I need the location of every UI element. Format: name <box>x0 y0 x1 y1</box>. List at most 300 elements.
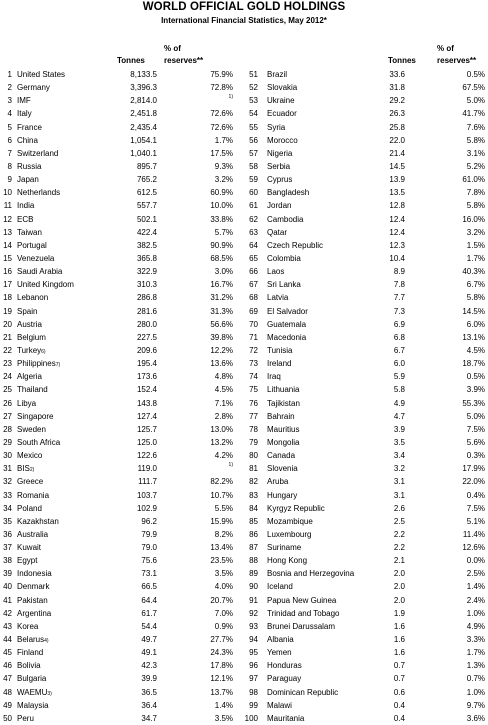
country-cell <box>267 594 336 607</box>
rank-cell: 76 <box>249 398 258 408</box>
rank-cell: 69 <box>249 306 258 316</box>
tonnes-cell: 2,435.4 <box>130 122 157 132</box>
percent-cell: 72.8% <box>210 83 233 93</box>
country-name: Libya <box>17 398 37 408</box>
rank-cell: 86 <box>249 529 258 539</box>
country-name: WAEMU <box>17 687 48 697</box>
percent-cell: 1.3% <box>466 661 485 671</box>
percent-cell: 3.2% <box>466 227 485 237</box>
percent-cell: 7.6% <box>466 122 485 132</box>
rank-cell: 36 <box>3 529 12 539</box>
country-name: Ireland <box>267 359 292 369</box>
percent-cell: 13.0% <box>210 424 233 434</box>
tonnes-cell: 2,451.8 <box>130 109 157 119</box>
country-name: France <box>17 122 42 132</box>
rank-cell: 99 <box>249 700 258 710</box>
country-name: Cyprus <box>267 175 293 185</box>
country-cell <box>267 633 294 646</box>
table-row <box>0 515 240 528</box>
country-cell <box>267 541 301 554</box>
percent-cell: 8.2% <box>214 529 233 539</box>
rank-cell: 74 <box>249 372 258 382</box>
rank-cell: 11 <box>3 201 12 211</box>
rank-cell: 9 <box>7 175 12 185</box>
rank-cell: 87 <box>249 543 258 553</box>
rank-cell: 94 <box>249 635 258 645</box>
table-row <box>0 291 240 304</box>
footnote-marker: 3) <box>47 690 52 697</box>
country-name: United Kingdom <box>17 280 74 290</box>
table-row <box>244 383 488 396</box>
country-name: Latvia <box>267 293 289 303</box>
country-name: China <box>17 135 38 145</box>
rank-cell: 85 <box>249 516 258 526</box>
rank-cell: 22 <box>3 345 12 355</box>
country-name: ECB <box>17 214 34 224</box>
tonnes-cell: 4.9 <box>393 398 405 408</box>
percent-cell: 18.7% <box>462 359 485 369</box>
tonnes-cell: 209.6 <box>136 345 157 355</box>
percent-cell: 33.8% <box>210 214 233 224</box>
country-name: Paraguay <box>267 674 302 684</box>
percent-cell: 72.6% <box>210 122 233 132</box>
country-cell <box>267 423 299 436</box>
rank-cell: 88 <box>249 556 258 566</box>
rank-cell: 6 <box>7 135 12 145</box>
rank-cell: 51 <box>249 70 258 79</box>
country-cell <box>17 646 43 659</box>
tonnes-cell: 1.6 <box>393 648 405 658</box>
table-row <box>244 712 488 725</box>
country-name: Bahrain <box>267 411 295 421</box>
percent-cell: 31.2% <box>210 293 233 303</box>
percent-cell: 1) <box>228 462 233 469</box>
tonnes-cell: 2.2 <box>393 543 405 553</box>
tonnes-cell: 49.1 <box>141 648 157 658</box>
country-cell <box>17 515 59 528</box>
country-cell <box>267 436 299 449</box>
country-cell <box>267 147 292 160</box>
percent-cell: 72.6% <box>210 109 233 119</box>
rank-cell: 23 <box>3 359 12 369</box>
percent-cell: 12.6% <box>462 543 485 553</box>
country-cell <box>267 659 302 672</box>
country-name: Austria <box>17 319 42 329</box>
percent-cell: 9.7% <box>466 700 485 710</box>
country-cell <box>267 107 297 120</box>
tonnes-cell: 29.2 <box>389 96 405 106</box>
table-row <box>244 226 488 239</box>
tonnes-cell: 8.9 <box>393 267 405 277</box>
percent-cell: 3.3% <box>466 635 485 645</box>
percent-cell: 90.9% <box>210 240 233 250</box>
rank-cell: 83 <box>249 490 258 500</box>
country-name: Laos <box>267 267 285 277</box>
table-row <box>244 121 488 134</box>
country-cell <box>17 489 49 502</box>
table-row <box>244 449 488 462</box>
country-cell <box>17 239 47 252</box>
percent-cell: 20.7% <box>210 595 233 605</box>
table-row <box>244 580 488 593</box>
tonnes-cell: 34.7 <box>141 713 157 723</box>
rank-cell: 14 <box>3 240 12 250</box>
country-name: Honduras <box>267 661 302 671</box>
country-cell <box>267 278 301 291</box>
percent-cell: 22.0% <box>462 477 485 487</box>
percent-cell: 5.0% <box>466 411 485 421</box>
rank-cell: 27 <box>3 411 12 421</box>
percent-cell: 13.7% <box>210 687 233 697</box>
rank-cell: 2 <box>7 83 12 93</box>
country-name: Luxembourg <box>267 529 312 539</box>
percent-cell: 41.7% <box>462 109 485 119</box>
country-cell <box>267 134 298 147</box>
country-name: Peru <box>17 713 34 723</box>
rank-cell: 49 <box>3 700 12 710</box>
rank-cell: 78 <box>249 424 258 434</box>
country-cell <box>17 121 42 134</box>
table-row <box>244 173 488 186</box>
table-row <box>0 305 240 318</box>
rank-cell: 53 <box>249 96 258 106</box>
country-cell <box>267 686 338 699</box>
country-cell <box>17 173 39 186</box>
country-name: Malawi <box>267 700 292 710</box>
country-name: Bulgaria <box>17 674 47 684</box>
percent-cell: 82.2% <box>210 477 233 487</box>
tonnes-cell: 281.6 <box>136 306 157 316</box>
country-name: Philippines <box>17 359 56 369</box>
country-name: Malaysia <box>17 700 49 710</box>
table-row <box>0 580 240 593</box>
rank-cell: 61 <box>249 201 258 211</box>
rank-cell: 77 <box>249 411 258 421</box>
rank-cell: 39 <box>3 569 12 579</box>
table-row <box>0 81 240 94</box>
country-cell <box>17 554 37 567</box>
table-row <box>0 397 240 410</box>
table-row <box>0 331 240 344</box>
country-name: Qatar <box>267 227 288 237</box>
rank-cell: 29 <box>3 437 12 447</box>
left-pct-header-line1: % of <box>164 44 181 53</box>
table-row <box>244 397 488 410</box>
table-row <box>244 357 488 370</box>
country-cell <box>267 712 304 725</box>
tonnes-cell: 2.1 <box>393 556 405 566</box>
tonnes-cell: 2.0 <box>393 569 405 579</box>
percent-cell: 61.0% <box>462 175 485 185</box>
tonnes-cell: 25.8 <box>389 122 405 132</box>
rank-cell: 90 <box>249 582 258 592</box>
tonnes-cell: 21.4 <box>389 148 405 158</box>
table-row <box>0 68 240 81</box>
tonnes-cell: 422.4 <box>136 227 157 237</box>
table-row <box>0 370 240 383</box>
country-name: Lebanon <box>17 293 49 303</box>
tonnes-cell: 2.2 <box>393 529 405 539</box>
country-cell <box>267 475 288 488</box>
percent-cell: 40.3% <box>462 267 485 277</box>
tonnes-cell: 227.5 <box>136 332 157 342</box>
table-row <box>244 620 488 633</box>
tonnes-cell: 54.4 <box>141 621 157 631</box>
percent-cell: 7.5% <box>466 503 485 513</box>
percent-cell: 3.2% <box>214 175 233 185</box>
rank-cell: 24 <box>3 372 12 382</box>
tonnes-cell: 5.8 <box>393 385 405 395</box>
tonnes-cell: 49.7 <box>141 635 157 645</box>
percent-cell: 10.7% <box>210 490 233 500</box>
rank-cell: 98 <box>249 687 258 697</box>
table-row <box>0 134 240 147</box>
percent-cell: 17.8% <box>210 661 233 671</box>
country-cell <box>267 121 285 134</box>
percent-cell: 75.9% <box>210 70 233 79</box>
country-name: El Salvador <box>267 306 308 316</box>
percent-cell: 1.4% <box>214 700 233 710</box>
table-row <box>244 291 488 304</box>
country-cell <box>17 370 42 383</box>
country-name: Syria <box>267 122 286 132</box>
rank-cell: 47 <box>3 674 12 684</box>
country-cell <box>267 173 292 186</box>
country-cell <box>17 475 43 488</box>
country-cell <box>267 489 297 502</box>
percent-cell: 7.1% <box>214 398 233 408</box>
percent-cell: 5.8% <box>466 201 485 211</box>
percent-cell: 39.8% <box>210 332 233 342</box>
country-name: Algeria <box>17 372 42 382</box>
country-name: Tunisia <box>267 345 293 355</box>
tonnes-cell: 143.8 <box>136 398 157 408</box>
percent-cell: 12.2% <box>210 345 233 355</box>
tonnes-cell: 13.5 <box>389 188 405 198</box>
table-row <box>0 278 240 291</box>
rank-cell: 67 <box>249 280 258 290</box>
tonnes-cell: 79.0 <box>141 543 157 553</box>
table-row <box>0 633 240 646</box>
tonnes-cell: 12.3 <box>389 240 405 250</box>
tonnes-cell: 5.9 <box>393 372 405 382</box>
percent-cell: 9.3% <box>214 161 233 171</box>
table-row <box>244 567 488 580</box>
tonnes-cell: 96.2 <box>141 516 157 526</box>
percent-cell: 4.5% <box>214 385 233 395</box>
tonnes-cell: 3.5 <box>393 437 405 447</box>
percent-cell: 5.5% <box>214 503 233 513</box>
country-name: IMF <box>17 96 31 106</box>
rank-cell: 80 <box>249 451 258 461</box>
percent-cell: 13.2% <box>210 437 233 447</box>
country-cell <box>267 672 301 685</box>
percent-cell: 6.0% <box>466 319 485 329</box>
country-name: Kazakhstan <box>17 516 59 526</box>
percent-cell: 5.6% <box>466 437 485 447</box>
country-cell <box>267 344 293 357</box>
table-row <box>244 423 488 436</box>
country-name: Iceland <box>267 582 293 592</box>
country-name: Germany <box>17 83 50 93</box>
rank-cell: 10 <box>3 188 12 198</box>
percent-cell: 1.0% <box>466 687 485 697</box>
percent-cell: 4.2% <box>214 451 233 461</box>
rank-cell: 8 <box>7 161 12 171</box>
rank-cell: 82 <box>249 477 258 487</box>
table-row <box>0 239 240 252</box>
country-cell <box>267 81 297 94</box>
tonnes-cell: 0.7 <box>393 661 405 671</box>
country-name: Mozambique <box>267 516 313 526</box>
country-name: Papua New Guinea <box>267 595 337 605</box>
table-row <box>244 252 488 265</box>
country-name: Finland <box>17 648 44 658</box>
rank-cell: 50 <box>3 713 12 723</box>
table-row <box>244 554 488 567</box>
tonnes-cell: 286.8 <box>136 293 157 303</box>
rank-cell: 28 <box>3 424 12 434</box>
country-name: Ecuador <box>267 109 297 119</box>
percent-cell: 4.0% <box>214 582 233 592</box>
country-name: Sweden <box>17 424 46 434</box>
rank-cell: 16 <box>3 267 12 277</box>
country-cell <box>17 265 62 278</box>
country-name: Jordan <box>267 201 292 211</box>
tonnes-cell: 12.4 <box>389 214 405 224</box>
country-name: Lithuania <box>267 385 300 395</box>
rank-cell: 73 <box>249 359 258 369</box>
table-row <box>244 213 488 226</box>
tonnes-cell: 557.7 <box>136 201 157 211</box>
tonnes-cell: 765.2 <box>136 175 157 185</box>
country-name: Turkey <box>17 345 42 355</box>
rank-cell: 5 <box>7 122 12 132</box>
percent-cell: 16.7% <box>210 280 233 290</box>
country-cell <box>17 594 48 607</box>
percent-cell: 1.7% <box>466 253 485 263</box>
percent-cell: 13.1% <box>462 332 485 342</box>
country-cell <box>17 199 34 212</box>
table-row <box>244 68 488 81</box>
country-name: Japan <box>17 175 39 185</box>
country-cell <box>267 291 288 304</box>
country-cell <box>17 318 42 331</box>
country-cell <box>17 107 32 120</box>
country-cell <box>267 620 335 633</box>
country-name: India <box>17 201 35 211</box>
tonnes-cell: 75.6 <box>141 556 157 566</box>
country-cell <box>17 541 41 554</box>
country-cell <box>17 607 51 620</box>
rank-cell: 63 <box>249 227 258 237</box>
rank-cell: 31 <box>3 464 12 474</box>
rank-cell: 91 <box>249 595 258 605</box>
country-cell <box>17 712 34 725</box>
percent-cell: 31.3% <box>210 306 233 316</box>
percent-cell: 7.5% <box>466 424 485 434</box>
table-row <box>0 107 240 120</box>
right-table <box>244 68 488 725</box>
country-cell <box>267 199 291 212</box>
tonnes-cell: 3.2 <box>393 464 405 474</box>
tonnes-cell: 7.8 <box>393 280 405 290</box>
country-cell <box>17 699 49 712</box>
table-row <box>0 121 240 134</box>
table-row <box>0 659 240 672</box>
country-cell <box>267 383 299 396</box>
country-name: Russia <box>17 161 42 171</box>
tonnes-cell: 3,396.3 <box>130 83 157 93</box>
tonnes-cell: 195.4 <box>136 359 157 369</box>
country-cell <box>267 580 293 593</box>
table-row <box>244 475 488 488</box>
country-name: Italy <box>17 109 32 119</box>
rank-cell: 18 <box>3 293 12 303</box>
country-cell <box>267 449 295 462</box>
rank-cell: 100 <box>244 713 258 723</box>
rank-cell: 26 <box>3 398 12 408</box>
country-name: Netherlands <box>17 188 61 198</box>
tonnes-cell: 6.8 <box>393 332 405 342</box>
rank-cell: 37 <box>3 543 12 553</box>
tonnes-cell: 0.4 <box>393 700 405 710</box>
country-cell <box>17 397 36 410</box>
country-cell <box>17 580 49 593</box>
percent-cell: 0.5% <box>466 70 485 79</box>
tonnes-cell: 895.7 <box>136 161 157 171</box>
rank-cell: 72 <box>249 345 258 355</box>
country-name: Venezuela <box>17 253 55 263</box>
country-cell <box>17 383 48 396</box>
country-name: Spain <box>17 306 38 316</box>
table-row <box>0 94 240 107</box>
country-name: Egypt <box>17 556 38 566</box>
tonnes-cell: 502.1 <box>136 214 157 224</box>
country-cell <box>267 646 292 659</box>
rank-cell: 40 <box>3 582 12 592</box>
country-name: Sri Lanka <box>267 280 301 290</box>
country-cell <box>267 186 309 199</box>
rank-cell: 75 <box>249 385 258 395</box>
rank-cell: 48 <box>3 687 12 697</box>
tonnes-cell: 36.4 <box>141 700 157 710</box>
table-row <box>244 186 488 199</box>
country-name: Brazil <box>267 70 288 79</box>
tonnes-cell: 3.4 <box>393 451 405 461</box>
country-name: Belarus <box>17 635 45 645</box>
table-row <box>244 541 488 554</box>
table-row <box>244 594 488 607</box>
country-cell <box>267 397 300 410</box>
percent-cell: 67.5% <box>462 83 485 93</box>
percent-cell: 4.8% <box>214 372 233 382</box>
country-name: Kyrgyz Republic <box>267 503 325 513</box>
table-row <box>0 567 240 580</box>
percent-cell: 1.5% <box>466 240 485 250</box>
table-row <box>0 226 240 239</box>
tonnes-cell: 1.6 <box>393 635 405 645</box>
country-cell <box>17 659 41 672</box>
percent-cell: 2.5% <box>466 569 485 579</box>
right-pct-header-line1: % of <box>437 44 454 53</box>
country-cell <box>17 436 60 449</box>
country-name: Thailand <box>17 385 48 395</box>
percent-cell: 3.6% <box>466 713 485 723</box>
tonnes-cell: 3.1 <box>393 477 405 487</box>
tonnes-cell: 8,133.5 <box>130 70 157 79</box>
tonnes-cell: 365.8 <box>136 253 157 263</box>
